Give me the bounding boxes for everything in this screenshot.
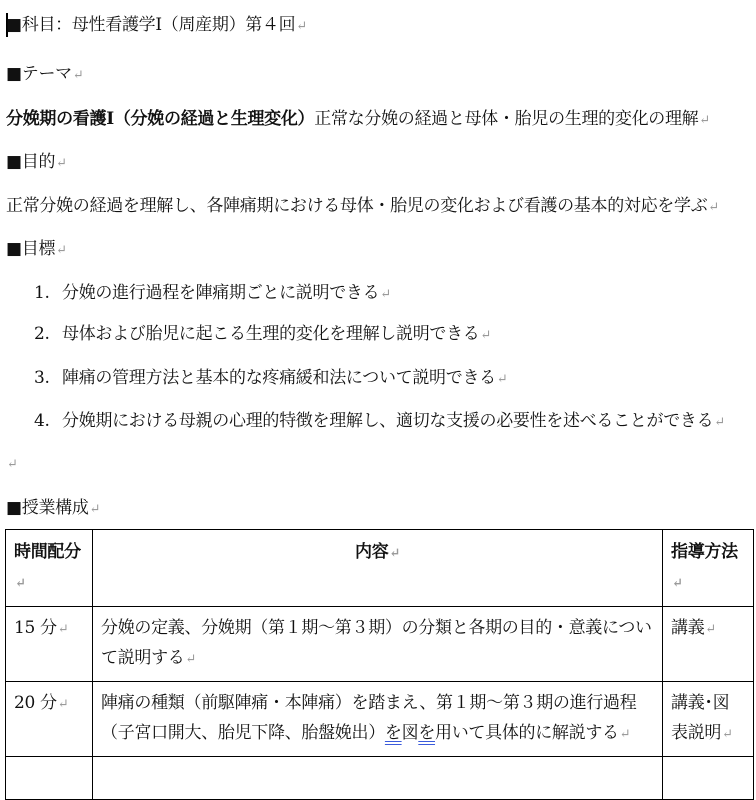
lesson-structure-table [5,529,754,800]
paragraph-mark-icon: ↵ [72,68,84,83]
goal-item-1 [34,282,391,306]
subject-text: ■科目：母性看護学Ⅰ（周産期）第４回 [6,15,296,35]
header-method: 指導方法↵ [663,530,754,607]
goal-number: 3. [34,368,50,388]
paragraph-mark-icon: ↵ [185,652,197,667]
theme-heading-text: ■テーマ [6,64,72,84]
paragraph-mark-icon: ↵ [15,576,26,591]
goal-text: 母体および胎児に起こる生理的変化を理解し説明できる [62,324,480,344]
structure-heading [6,497,100,521]
goal-text: 分娩の進行過程を陣痛期ごとに説明できる [62,283,380,303]
paragraph-mark-icon: ↵ [57,697,69,712]
table-row [6,757,754,800]
paragraph-mark-icon: ↵ [699,113,710,128]
header-content: 内容↵ [93,530,663,607]
goal-number: 1. [34,283,50,303]
goal-number: 4. [34,411,50,431]
cell-time: 15 分↵ [6,607,93,682]
theme-description: 正常な分娩の経過と母体・胎児の生理的変化の理解 [314,109,699,129]
cell-method: 講義↵ [663,607,754,682]
purpose-text: 正常分娩の経過を理解し、各陣痛期における母体・胎児の変化および看護の基本的対応を学ぶ [6,196,708,216]
theme-line [6,108,710,132]
paragraph-mark-icon: ↵ [705,622,716,637]
paragraph-mark-icon: ↵ [480,328,492,343]
paragraph-mark-icon: ↵ [496,372,508,387]
paragraph-mark-icon: ↵ [722,727,733,742]
cell-method [663,757,754,800]
paragraph-mark-icon: ↵ [389,546,400,561]
paragraph-mark-icon: ↵ [708,200,719,215]
paragraph-mark-icon: ↵ [56,243,67,258]
empty-paragraph [6,452,18,476]
theme-title: 分娩期の看護Ⅰ（分娩の経過と生理変化） [6,109,315,129]
goal-item-2 [34,323,491,347]
table-header-row [6,530,754,607]
cell-content: 陣痛の種類（前駆陣痛・本陣痛）を踏まえ、第１期〜第３期の進行過程（子宮口開大、胎児下降、胎盤娩出）を図を用いて具体的に解説する↵ [93,682,663,757]
goal-text: 分娩期における母親の心理的特徴を理解し、適切な支援の必要性を述べることができる [62,411,714,431]
paragraph-mark-icon: ↵ [296,19,307,34]
cell-content: 分娩の定義、分娩期（第１期〜第３期）の分類と各期の目的・意義について説明する↵ [93,607,663,682]
goal-item-4 [34,410,725,434]
purpose-heading [6,151,67,175]
paragraph-mark-icon: ↵ [672,576,683,591]
paragraph-mark-icon: ↵ [619,727,631,742]
spellcheck-underline: を [418,723,436,743]
goal-item-3 [34,367,507,391]
theme-heading [6,63,83,87]
spellcheck-underline: を [384,723,402,743]
structure-heading-text: ■授業構成 [6,498,89,518]
goals-heading [6,238,67,262]
goal-number: 2. [34,324,50,344]
header-time: 時間配分↵ [6,530,93,607]
cell-content [93,757,663,800]
goal-text: 陣痛の管理方法と基本的な疼痛緩和法について説明できる [62,368,496,388]
goals-heading-text: ■目標 [6,239,56,259]
cell-time: 20 分↵ [6,682,93,757]
paragraph-mark-icon: ↵ [89,502,101,517]
paragraph-mark-icon: ↵ [56,156,67,171]
paragraph-mark-icon: ↵ [714,415,725,430]
paragraph-mark-icon: ↵ [57,622,69,637]
cell-method: 講義･図表説明↵ [663,682,754,757]
table-row [6,607,754,682]
purpose-line [6,195,719,219]
cell-time [6,757,93,800]
purpose-heading-text: ■目的 [6,152,56,172]
paragraph-mark-icon: ↵ [380,287,391,302]
paragraph-mark-icon: ↵ [7,457,18,472]
table-row [6,682,754,757]
subject-line [6,14,307,38]
